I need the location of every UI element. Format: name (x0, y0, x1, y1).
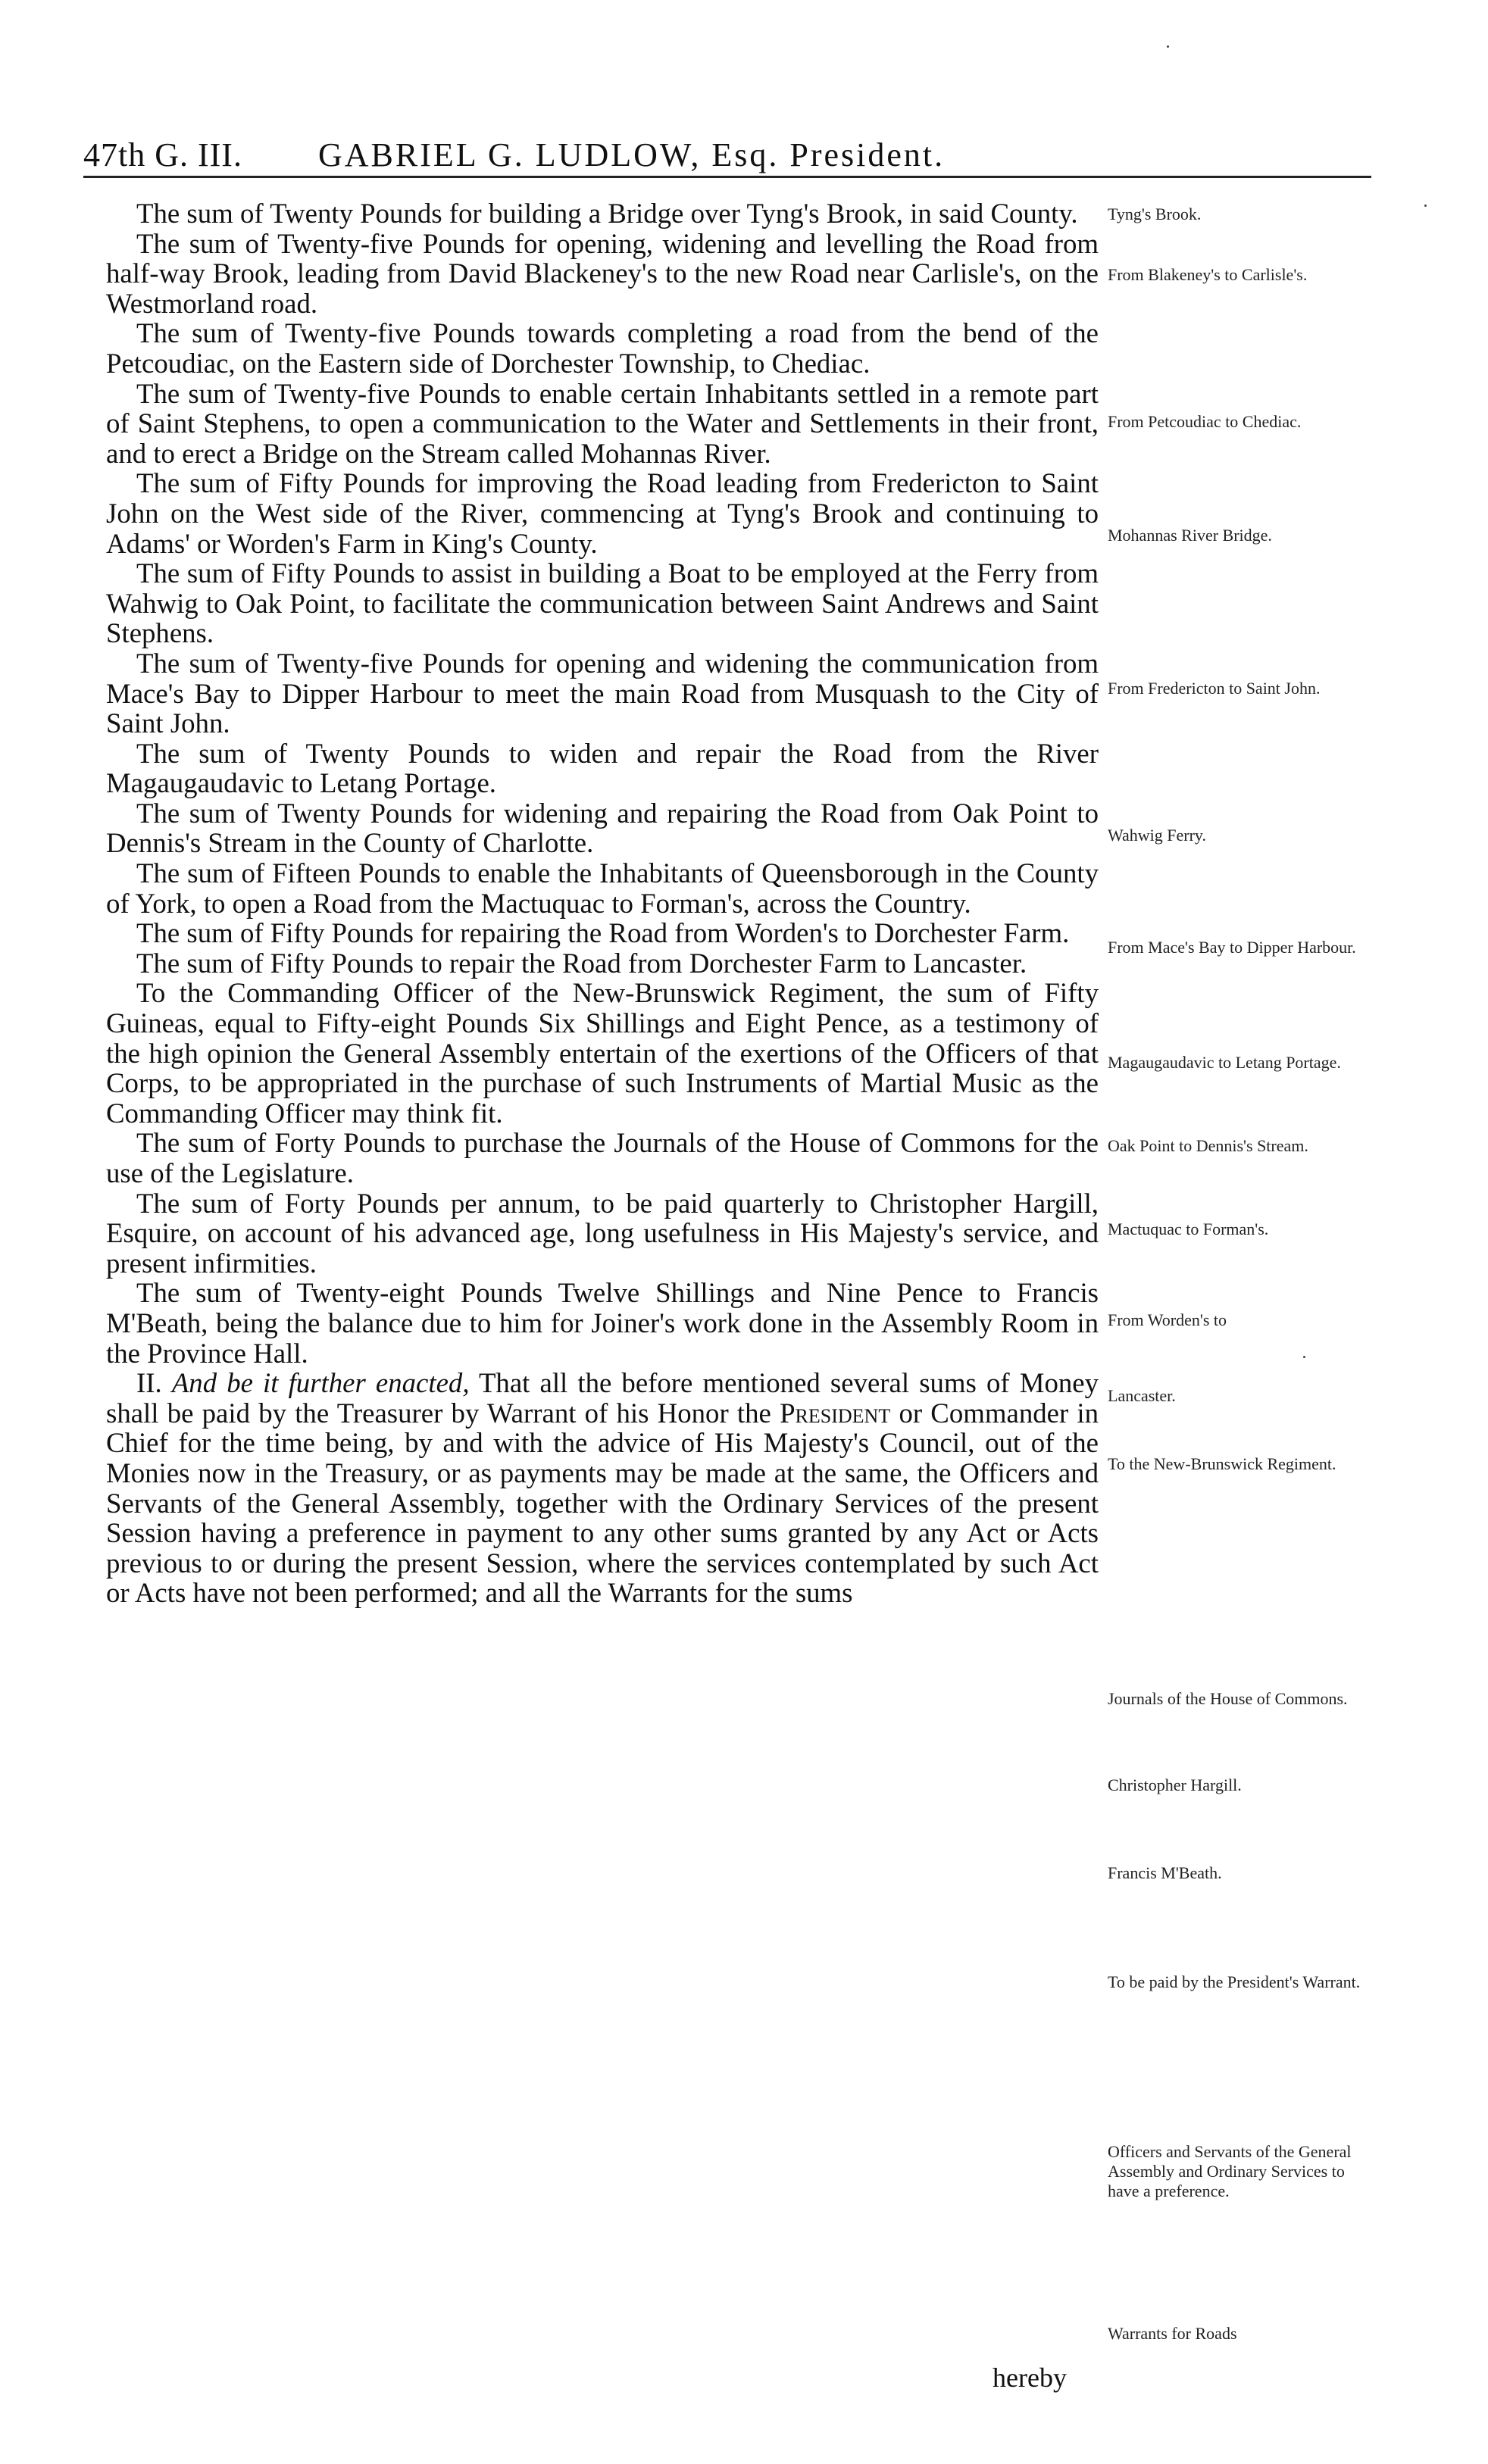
margin-note: Mohannas River Bridge. (1108, 526, 1272, 545)
margin-note: Christopher Hargill. (1108, 1775, 1242, 1794)
paragraph-oak-point: The sum of Twenty Pounds for widening and repairing the Road from Oak Point to Dennis's Stream in the County of Charlotte. (106, 797, 1099, 859)
president-word: President (780, 1397, 891, 1429)
section-number: II. (136, 1367, 162, 1399)
margin-note: To the New-Brunswick Regiment. (1108, 1454, 1336, 1473)
ink-speck (1424, 205, 1427, 207)
margin-note: Mactuquac to Forman's. (1108, 1220, 1269, 1238)
section-text-2: or Commander in Chief for the time being, by and with the advice of His Majesty's Council, out of the Monies now in the Treasury, or as payments may be made at the same, the Officers and Servants of the General Assembly, together with the Ordinary Services of the present Session having a preference in payment to any other sums granted by any Act or Acts previous to or during the present Session, where the services contemplated by such Act or Acts have not been performed; and all the Warrants for the sums (106, 1397, 1099, 1609)
regnal-year: 47th G. III. (83, 136, 242, 173)
header-rule (83, 176, 1371, 178)
margin-note: From Fredericton to Saint John. (1108, 679, 1321, 698)
paragraph-mohannas-river: The sum of Twenty-five Pounds to enable certain Inhabitants settled in a remote part of Saint Stephens, to open a communication to the Water and Settlements in their front, and to erect a Bridge on the Stream called Mohannas River. (106, 377, 1099, 469)
section-ii (106, 1368, 1099, 1608)
margin-note: From Petcoudiac to Chediac. (1108, 412, 1302, 431)
paragraph-mbeath: The sum of Twenty-eight Pounds Twelve Shillings and Nine Pence to Francis M'Beath, being the balance due to him for Joiner's work done in the Assembly Room in the Province Hall. (106, 1277, 1099, 1369)
ink-speck (1303, 1356, 1305, 1358)
enacting-clause: And be it further enacted, (171, 1367, 470, 1399)
margin-note: To be paid by the President's Warrant. (1108, 1972, 1361, 1991)
margin-note: From Worden's to (1108, 1310, 1227, 1329)
paragraph-queensborough: The sum of Fifteen Pounds to enable the Inhabitants of Queensborough in the County of York, to open a Road from the Mactuquac to Forman's, across the Country. (106, 857, 1099, 919)
paragraph-tyngs-brook: The sum of Twenty Pounds for building a Bridge over Tyng's Brook, in said County. (136, 198, 1078, 229)
paragraph-maces-bay: The sum of Twenty-five Pounds for opening and widening the communication from Mace's Bay to Dipper Harbour to meet the main Road from Musquash to the City of Saint John. (106, 647, 1099, 739)
paragraph-wordens: The sum of Fifty Pounds for repairing the Road from Worden's to Dorchester Farm. (136, 917, 1070, 949)
paragraph-blackeney-road: The sum of Twenty-five Pounds for opening, widening and levelling the Road from half-way Brook, leading from David Blackeney's to the new Road near Carlisle's, on the Westmorland road. (106, 227, 1099, 319)
paragraph-wahwig-ferry: The sum of Fifty Pounds to assist in building a Boat to be employed at the Ferry from Wahwig to Oak Point, to facilitate the communication between Saint Andrews and Saint Stephens. (106, 557, 1099, 649)
margin-note: From Mace's Bay to Dipper Harbour. (1108, 938, 1356, 957)
margin-note: Wahwig Ferry. (1108, 826, 1206, 845)
paragraph-magaugaudavic: The sum of Twenty Pounds to widen and repair the Road from the River Magaugaudavic to Letang Portage. (106, 737, 1099, 799)
paragraph-lancaster: The sum of Fifty Pounds to repair the Road from Dorchester Farm to Lancaster. (136, 947, 1027, 979)
paragraph-fredericton-road: The sum of Fifty Pounds for improving the Road leading from Fredericton to Saint John on the West side of the River, commencing at Tyng's Brook and continuing to Adams' or Worden's Farm in King's County. (106, 467, 1099, 559)
section-text-1: That all the before mentioned several sums of Money shall be paid by the Treasurer by Warrant of his Honor the (106, 1367, 1099, 1429)
margin-note: Officers and Servants of the General Assembly and Ordinary Services to have a preference. (1108, 2142, 1352, 2200)
margin-note: Magaugaudavic to Letang Portage. (1108, 1053, 1341, 1072)
catchword: hereby (993, 2363, 1067, 2393)
margin-note: Oak Point to Dennis's Stream. (1108, 1136, 1308, 1155)
margin-note: From Blakeney's to Carlisle's. (1108, 265, 1308, 284)
margin-note: Lancaster. (1108, 1386, 1176, 1405)
ink-speck (1167, 45, 1169, 48)
paragraph-petcoudiac-road: The sum of Twenty-five Pounds towards completing a road from the bend of the Petcoudiac, on the Eastern side of Dorchester Township, to Chediac. (106, 317, 1099, 379)
margin-note: Francis M'Beath. (1108, 1863, 1222, 1882)
margin-note: Warrants for Roads (1108, 2324, 1237, 2343)
paragraph-journals: The sum of Forty Pounds to purchase the Journals of the House of Commons for the use of the Legislature. (106, 1127, 1099, 1188)
margin-note: Tyng's Brook. (1108, 205, 1202, 223)
running-head (83, 121, 1371, 174)
paragraph-regiment: To the Commanding Officer of the New-Brunswick Regiment, the sum of Fifty Guineas, equal to Fifty-eight Pounds Six Shillings and Eight Pence, as a testimony of the high opinion the General Assembly entertain of the exertions of the Officers of that Corps, to be appropriated in the purchase of such Instruments of Martial Music as the Commanding Officer may think fit. (106, 977, 1099, 1129)
page-title: GABRIEL G. LUDLOW, Esq. President. (318, 136, 946, 173)
body-text (106, 198, 1099, 1608)
margin-note: Journals of the House of Commons. (1108, 1689, 1348, 1708)
paragraph-hargill: The sum of Forty Pounds per annum, to be paid quarterly to Christopher Hargill, Esquire, on account of his advanced age, long usefulness in His Majesty's service, and present infirmities. (106, 1187, 1099, 1279)
